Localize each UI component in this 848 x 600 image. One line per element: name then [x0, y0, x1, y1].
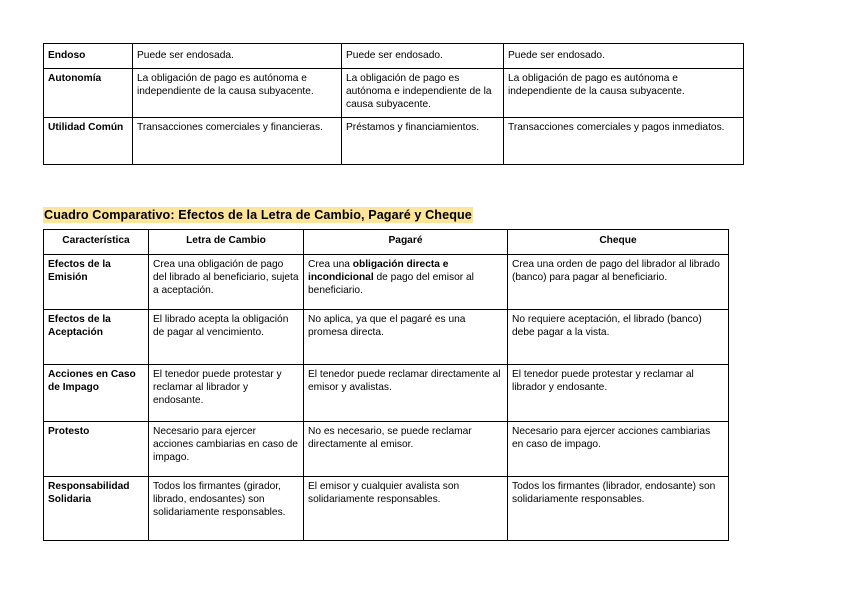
emphasis-text: obligación directa e incondicional	[308, 259, 449, 284]
section-title: Cuadro Comparativo: Efectos de la Letra de Cambio, Pagaré y Cheque	[44, 208, 472, 222]
cell-cheque: Transacciones comerciales y pagos inmediatos.	[504, 118, 744, 165]
cell-letra: Puede ser endosada.	[133, 44, 342, 69]
row-label: Efectos de la Aceptación	[44, 310, 149, 365]
cell-cheque: Todos los firmantes (librador, endosante) son solidariamente responsables.	[508, 477, 729, 541]
table-header-row	[44, 230, 729, 255]
cell-pagare: El emisor y cualquier avalista son solidariamente responsables.	[304, 477, 508, 541]
cell-pagare: No es necesario, se puede reclamar directamente al emisor.	[304, 422, 508, 477]
table-row	[44, 477, 729, 541]
cell-letra: El tenedor puede protestar y reclamar al librador y endosante.	[149, 365, 304, 422]
table-row	[44, 44, 744, 69]
row-label: Utilidad Común	[44, 118, 133, 165]
cell-cheque: El tenedor puede protestar y reclamar al librador y endosante.	[508, 365, 729, 422]
cell-pagare: Préstamos y financiamientos.	[342, 118, 504, 165]
cell-pagare	[304, 255, 508, 310]
row-label: Endoso	[44, 44, 133, 69]
cell-pagare: Puede ser endosado.	[342, 44, 504, 69]
table-row	[44, 365, 729, 422]
cell-cheque: La obligación de pago es autónoma e independiente de la causa subyacente.	[504, 69, 744, 118]
cell-letra: El librado acepta la obligación de pagar al vencimiento.	[149, 310, 304, 365]
table-row	[44, 255, 729, 310]
row-label: Efectos de la Emisión	[44, 255, 149, 310]
header-letra: Letra de Cambio	[149, 230, 304, 255]
cell-letra: Necesario para ejercer acciones cambiarias en caso de impago.	[149, 422, 304, 477]
row-label: Protesto	[44, 422, 149, 477]
row-label: Autonomía	[44, 69, 133, 118]
row-label: Acciones en Caso de Impago	[44, 365, 149, 422]
cell-cheque: Crea una orden de pago del librador al librado (banco) para pagar al beneficiario.	[508, 255, 729, 310]
cell-pagare: El tenedor puede reclamar directamente al emisor y avalistas.	[304, 365, 508, 422]
header-pagare: Pagaré	[304, 230, 508, 255]
cell-letra: Crea una obligación de pago del librado al beneficiario, sujeta a aceptación.	[149, 255, 304, 310]
header-cheque: Cheque	[508, 230, 729, 255]
comparison-table-effects	[43, 229, 729, 541]
row-label: Responsabilidad Solidaria	[44, 477, 149, 541]
cell-text: de pago del emisor al beneficiario.	[308, 272, 474, 297]
table-row	[44, 118, 744, 165]
comparison-table-top	[43, 43, 744, 165]
cell-letra: Todos los firmantes (girador, librado, endosantes) son solidariamente responsables.	[149, 477, 304, 541]
cell-letra: Transacciones comerciales y financieras.	[133, 118, 342, 165]
cell-cheque: Puede ser endosado.	[504, 44, 744, 69]
table-row	[44, 422, 729, 477]
cell-text: Crea una	[308, 259, 353, 270]
cell-pagare: La obligación de pago es autónoma e independiente de la causa subyacente.	[342, 69, 504, 118]
table-row	[44, 310, 729, 365]
header-caracteristica: Característica	[44, 230, 149, 255]
table-row	[44, 69, 744, 118]
cell-cheque: Necesario para ejercer acciones cambiarias en caso de impago.	[508, 422, 729, 477]
cell-letra: La obligación de pago es autónoma e independiente de la causa subyacente.	[133, 69, 342, 118]
cell-pagare: No aplica, ya que el pagaré es una promesa directa.	[304, 310, 508, 365]
cell-cheque: No requiere aceptación, el librado (banco) debe pagar a la vista.	[508, 310, 729, 365]
